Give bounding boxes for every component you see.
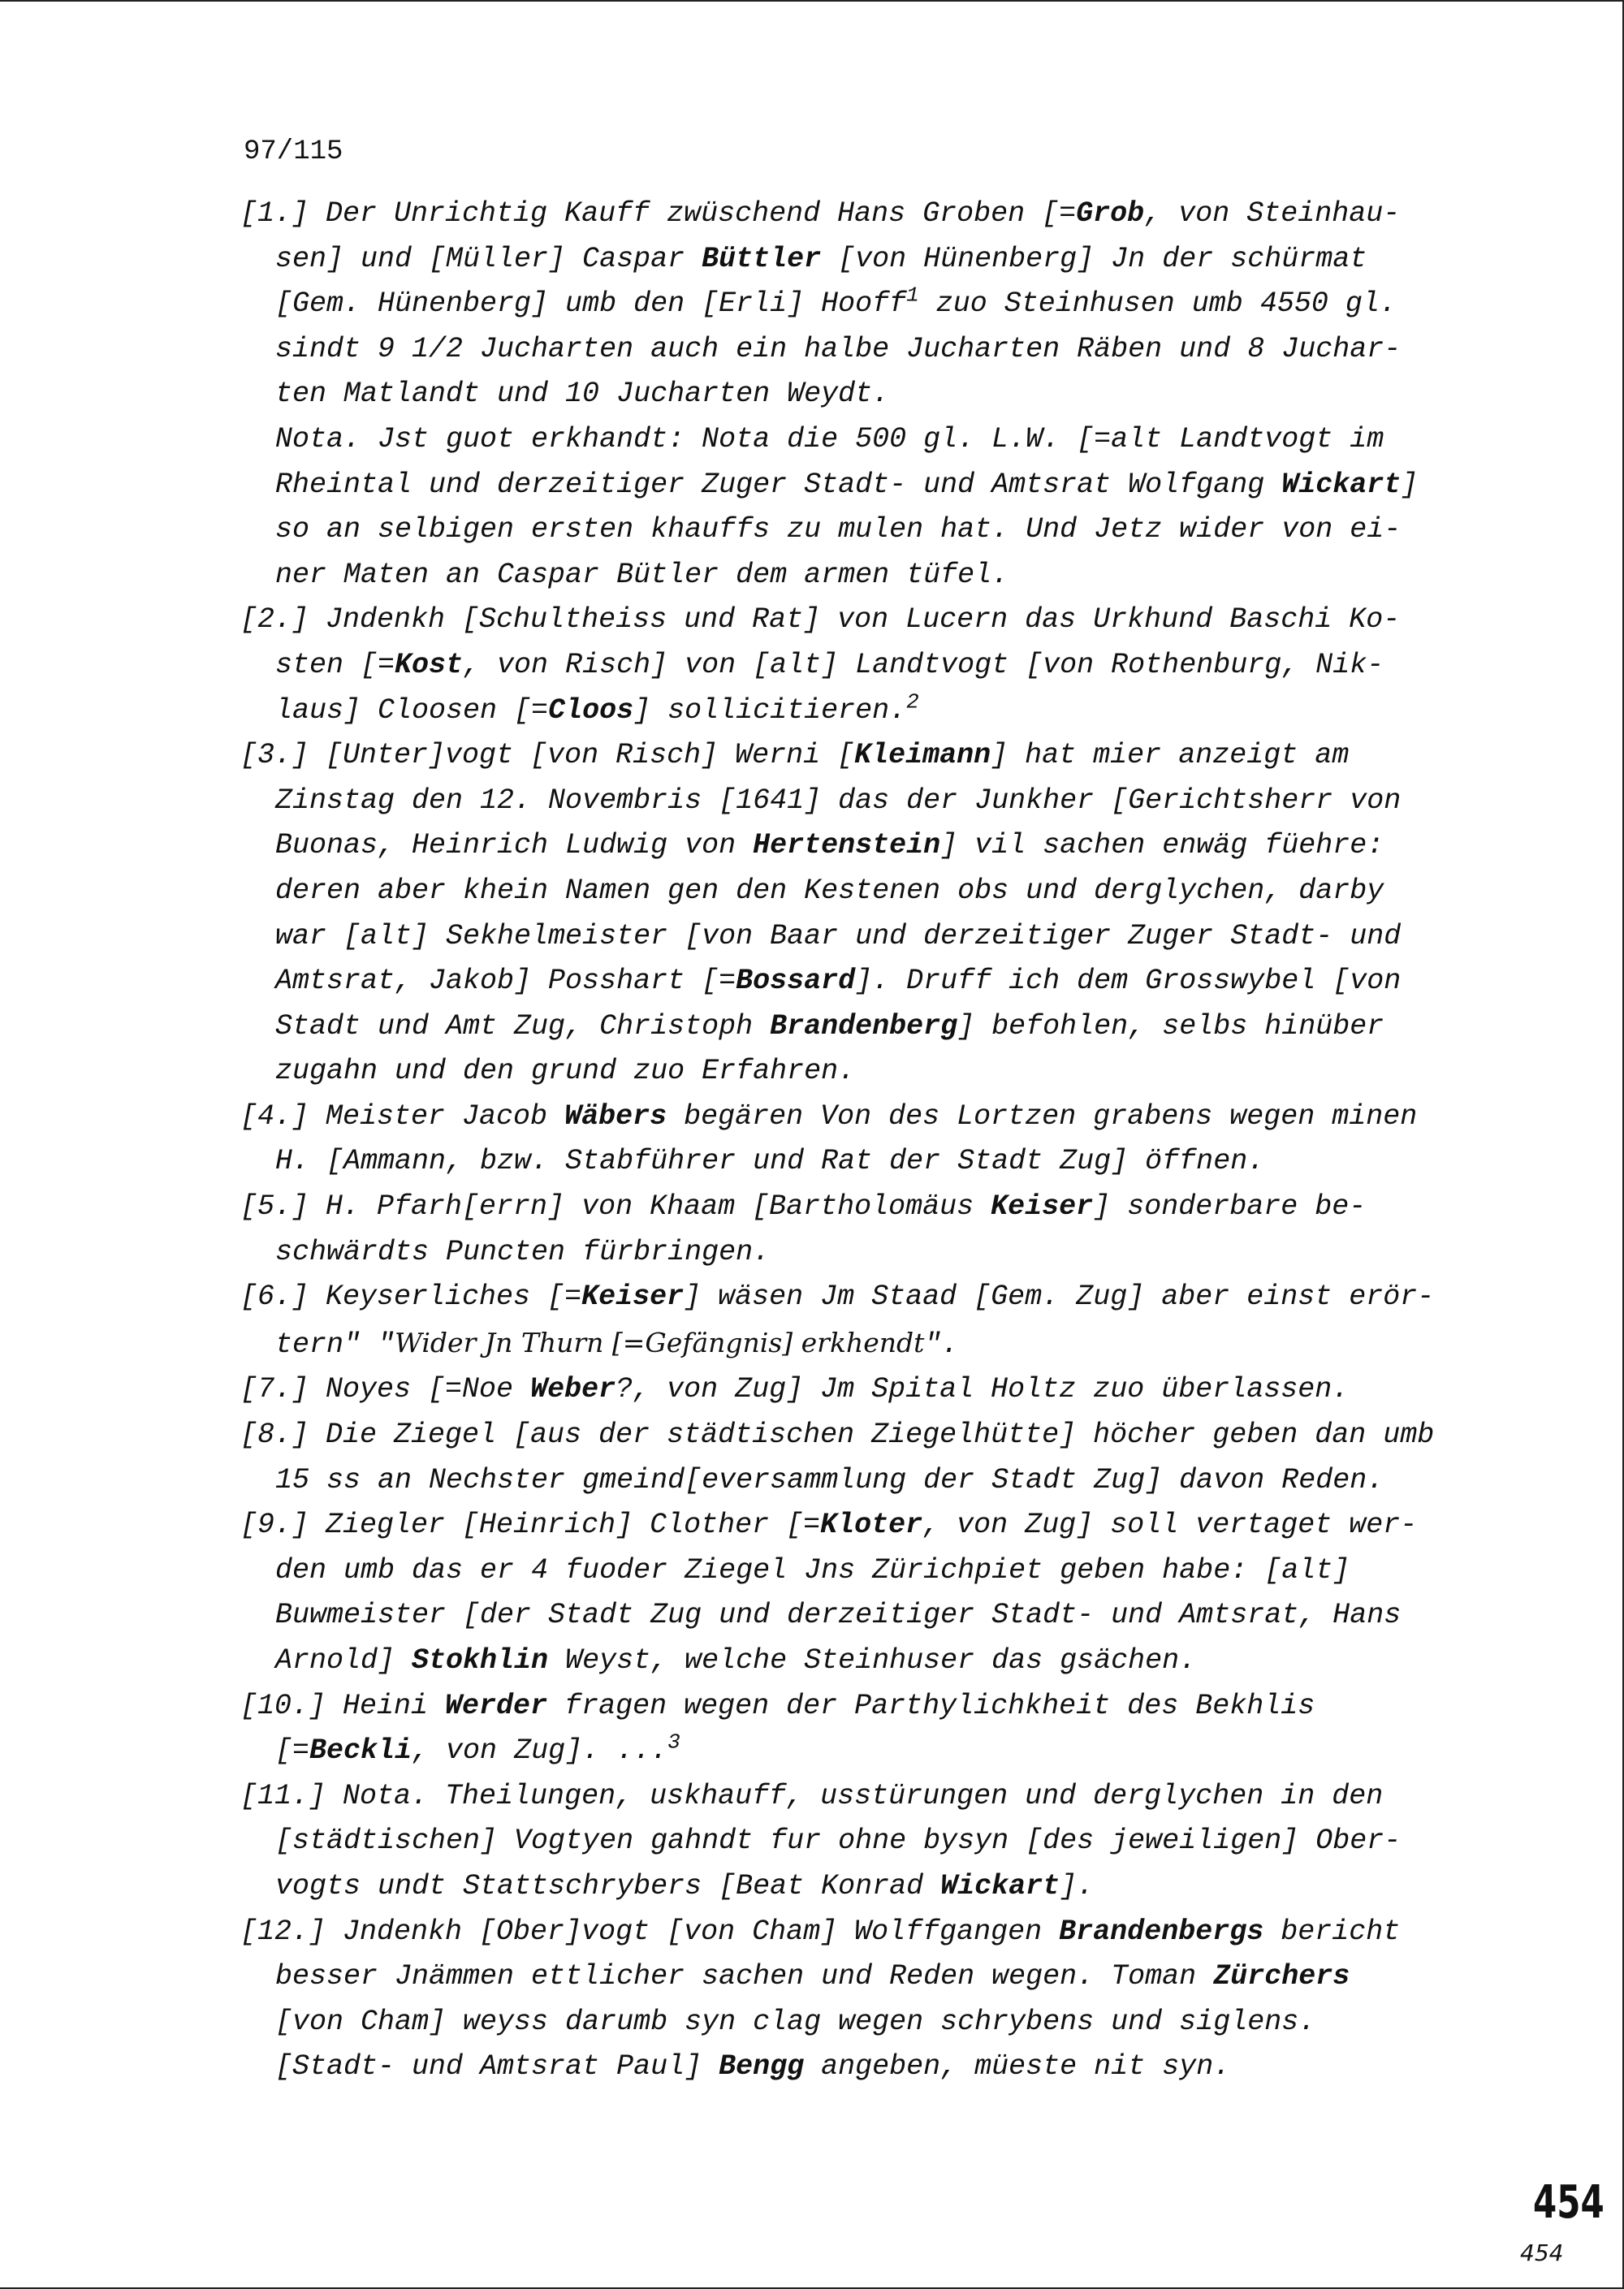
text-line: H. [Ammann, bzw. Stabführer und Rat der Stadt Zug] öffnen. <box>275 1145 1265 1178</box>
text-line: [2.] Jndenkh [Schultheiss und Rat] von Lucern das Urkhund Baschi Ko- <box>240 603 1401 637</box>
text-line: [4.] Meister Jacob Wäbers begären Von des Lortzen grabens wegen minen <box>240 1099 1418 1133</box>
footnote-mark: 3 <box>667 1730 680 1755</box>
text-line: [6.] Keyserliches [=Keiser] wäsen Jm Staad [Gem. Zug] aber einst erör- <box>240 1281 1435 1314</box>
text-line: [10.] Heini Werder fragen wegen der Parthylichkheit des Bekhlis <box>240 1689 1315 1722</box>
text-line: [9.] Ziegler [Heinrich] Clother [=Kloter, von Zug] soll vertaget wer- <box>240 1509 1418 1542</box>
text-line: Zinstag den 12. Novembris [1641] das der Junkher [Gerichtsherr von <box>275 784 1402 817</box>
text-line: [=Beckli, von Zug]. ...$^3$ <box>275 1730 680 1768</box>
text-line: tern" "Wider Jn Thurn [=Gefängnis] erkhendt". <box>275 1326 959 1361</box>
handwritten-page-number: 454 <box>1533 2176 1605 2229</box>
text-line: [1.] Der Unrichtig Kauff zwüschend Hans Groben [=Grob, von Steinhau- <box>240 197 1401 230</box>
text-line: [3.] [Unter]vogt [von Risch] Werni [Kleimann] hat mier anzeigt am <box>240 739 1350 772</box>
text-line: sten [=Kost, von Risch] von [alt] Landtvogt [von Rothenburg, Nik- <box>275 648 1384 681</box>
text-line: [7.] Noyes [=Noe Weber?, von Zug] Jm Spital Holtz zuo überlassen. <box>240 1373 1350 1406</box>
handwritten-insert: Wider Jn Thurn [=Gefängnis] erkhendt <box>395 1326 925 1358</box>
text-line: zugahn und den grund zuo Erfahren. <box>275 1055 856 1088</box>
text-line: [von Cham] weyss darumb syn clag wegen schrybens und siglens. <box>275 2005 1316 2038</box>
text-line: [5.] H. Pfarh[errn] von Khaam [Bartholomäus Keiser] sonderbare be- <box>240 1190 1367 1224</box>
text-line: besser Jnämmen ettlicher sachen und Reden wegen. Toman Zürchers <box>275 1960 1350 1993</box>
text-line: sindt 9 1/2 Jucharten auch ein halbe Jucharten Räben und 8 Juchar- <box>275 332 1402 365</box>
page-reference: 97/115 <box>244 136 343 167</box>
footnote-mark: 1 <box>906 283 919 308</box>
footnote-mark: 2 <box>906 689 919 714</box>
text-line: ten Matlandt und 10 Jucharten Weydt. <box>275 378 890 411</box>
text-line: so an selbigen ersten khauffs zu mulen hat. Und Jetz wider von ei- <box>275 513 1402 546</box>
text-line: schwärdts Puncten fürbringen. <box>275 1235 771 1268</box>
text-line: den umb das er 4 fuoder Ziegel Jns Zürichpiet geben habe: [alt] <box>275 1553 1350 1587</box>
text-line: Amtsrat, Jakob] Posshart [=Bossard]. Druff ich dem Grosswybel [von <box>275 965 1402 998</box>
text-line: vogts undt Stattschrybers [Beat Konrad Wickart]. <box>275 1869 1095 1902</box>
text-line: [12.] Jndenkh [Ober]vogt [von Cham] Wolffgangen Brandenbergs bericht <box>240 1915 1401 1948</box>
text-line: [städtischen] Vogtyen gahndt fur ohne bysyn [des jeweiligen] Ober- <box>275 1825 1402 1858</box>
text-line: war [alt] Sekhelmeister [von Baar und derzeitiger Zuger Stadt- und <box>275 919 1402 952</box>
text-line: Rheintal und derzeitiger Zuger Stadt- und Amtsrat Wolfgang Wickart] <box>275 468 1419 501</box>
text-line: deren aber khein Namen gen den Kestenen obs und derglychen, darby <box>275 874 1384 907</box>
text-line: Arnold] Stokhlin Weyst, welche Steinhuser das gsächen. <box>275 1644 1197 1677</box>
text-line: [Stadt- und Amtsrat Paul] Bengg angeben, müeste nit syn. <box>275 2050 1231 2084</box>
text-line: Buonas, Heinrich Ludwig von Hertenstein] vil sachen enwäg füehre: <box>275 829 1384 862</box>
document-body <box>240 192 1491 2090</box>
text-line: Nota. Jst guot erkhandt: Nota die 500 gl. L.W. [=alt Landtvogt im <box>275 422 1384 456</box>
text-line: laus] Cloosen [=Cloos] sollicitieren.$^2$ <box>275 689 919 727</box>
top-border <box>0 0 1624 2</box>
handwritten-page-number-small: 454 <box>1520 2239 1564 2266</box>
text-line: [11.] Nota. Theilungen, uskhauff, usstürungen und derglychen in den <box>240 1779 1384 1812</box>
text-line: ner Maten an Caspar Bütler dem armen tüfel. <box>275 558 1009 591</box>
text-line: sen] und [Müller] Caspar Büttler [von Hünenberg] Jn der schürmat <box>275 242 1367 275</box>
text-line: [Gem. Hünenberg] umb den [Erli] Hooff$^1$ zuo Steinhusen umb 4550 gl. <box>275 283 1397 321</box>
text-line: Stadt und Amt Zug, Christoph Brandenberg] befohlen, selbs hinüber <box>275 1009 1384 1043</box>
text-line: 15 ss an Nechster gmeind[eversammlung der Stadt Zug] davon Reden. <box>275 1463 1384 1496</box>
text-line: Buwmeister [der Stadt Zug und derzeitiger Stadt- und Amtsrat, Hans <box>275 1599 1402 1632</box>
text-line: [8.] Die Ziegel [aus der städtischen Ziegelhütte] höcher geben dan umb <box>240 1419 1435 1452</box>
